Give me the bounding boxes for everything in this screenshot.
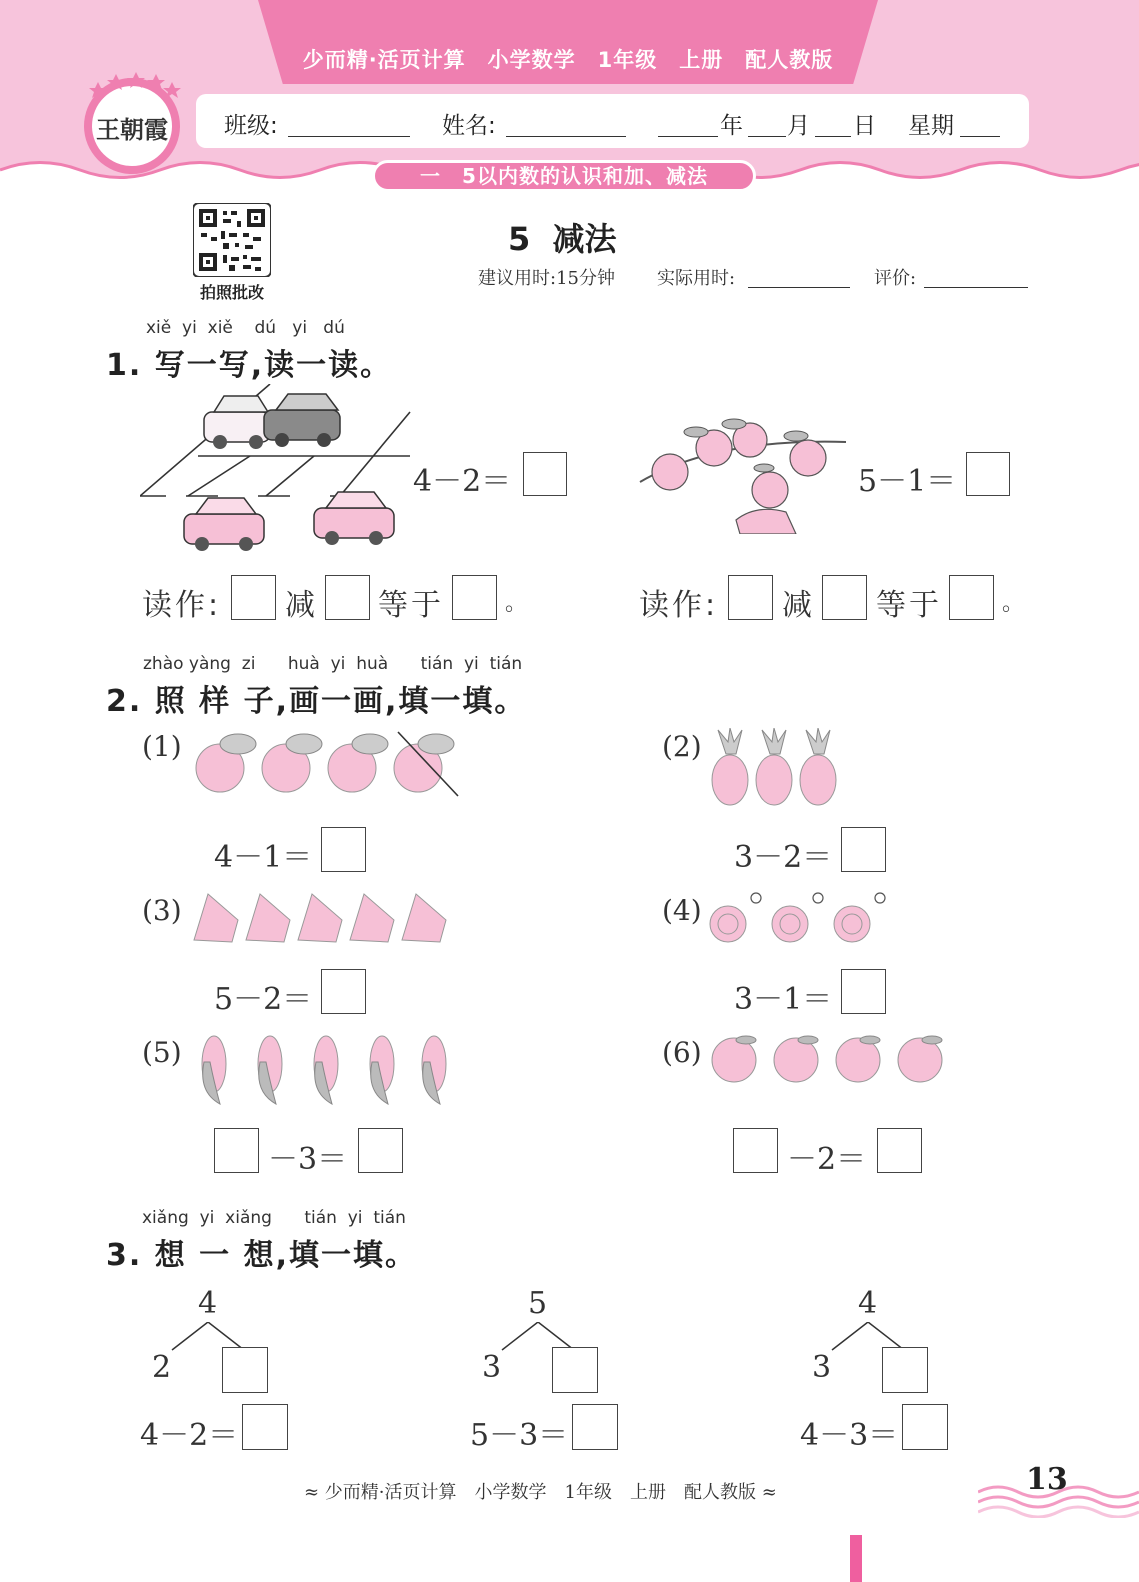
q1-left-equals: 等于 [378,588,444,623]
q3-tree1-left: 2 [152,1350,172,1385]
pineapple-group-illustration [706,728,842,806]
q1-left-answer-box[interactable] [523,452,567,496]
q3-tree2-left: 3 [482,1350,502,1385]
q3-tree2-top: 5 [528,1286,548,1321]
corn-group-illustration [190,1032,454,1108]
q2-item4-label: (4) [662,894,702,927]
week-label: 星期 [908,113,954,139]
q2-pinyin: zhào yàng zi huà yi huà tián yi tián [143,654,523,674]
unit-title: 一 5以内数的认识和加、减法 [372,160,756,192]
q2-item6-answer-box[interactable] [877,1128,922,1173]
q2-item2-answer-box[interactable] [841,827,886,872]
q2-item1-label: (1) [142,730,182,763]
q1-left-period: 。 [505,591,531,616]
q1-right-answer-box[interactable] [966,452,1010,496]
q3-tree3-equation: 4－3＝ [800,1418,899,1453]
q3-tree3-top: 4 [858,1286,878,1321]
q2-item3-label: (3) [142,894,182,927]
apple-branch-illustration [636,408,856,534]
student-info-box [196,94,1029,148]
q1-right-minus: 减 [782,588,815,623]
suggested-time: 建议用时:15分钟 [478,268,615,289]
radish-group-illustration [190,726,470,798]
q2-item6-label: (6) [662,1036,702,1069]
q3-tree2-equation: 5－3＝ [470,1418,569,1453]
q1-right-equals: 等于 [876,588,942,623]
q3-tree1-answer-box[interactable] [222,1347,268,1393]
q2-item2-label: (2) [662,730,702,763]
day-field[interactable] [815,136,851,137]
q3-tree3-left: 3 [812,1350,832,1385]
q3-tree3-equation-box[interactable] [902,1404,948,1450]
q1-right-read-box-3[interactable] [949,575,994,620]
lesson-title: 5 减法 [508,220,617,258]
class-field[interactable] [288,136,410,137]
year-label: 年 [720,113,743,139]
q2-item6-blank-box[interactable] [733,1128,778,1173]
q2-item4-answer-box[interactable] [841,969,886,1014]
q2-item5-blank-box[interactable] [214,1128,259,1173]
q2-item5-label: (5) [142,1036,182,1069]
q1-title: 1. 写一写,读一读。 [106,348,393,383]
bottom-edge-marker [850,1535,862,1582]
year-field[interactable] [658,136,718,137]
q3-tree1-top: 4 [198,1286,218,1321]
q3-tree2-answer-box[interactable] [552,1347,598,1393]
month-field[interactable] [748,136,786,137]
q2-item4-equation: 3－1＝ [734,982,833,1017]
q1-left-read-box-3[interactable] [452,575,497,620]
actual-time-label: 实际用时: [657,268,736,289]
week-field[interactable] [960,136,1000,137]
actual-time-field[interactable] [748,287,850,288]
q1-right-equation: 5－1＝ [858,464,957,499]
q3-tree2-equation-box[interactable] [572,1404,618,1450]
q3-tree1-equation: 4－2＝ [140,1418,239,1453]
q2-item3-equation: 5－2＝ [214,982,313,1017]
q1-right-read-box-2[interactable] [822,575,867,620]
q1-left-read-box-1[interactable] [231,575,276,620]
q3-pinyin: xiǎng yi xiǎng tián yi tián [142,1208,406,1228]
q3-title: 3. 想 一 想,填一填。 [106,1238,417,1273]
qr-code-icon[interactable] [193,203,271,277]
footer-text: ≈ 少而精·活页计算 小学数学 1年级 上册 配人教版 ≈ [304,1482,777,1503]
name-field[interactable] [506,136,626,137]
butterfly-group-illustration [188,890,458,946]
month-label: 月 [787,113,810,139]
q1-left-equation: 4－2＝ [413,464,512,499]
q3-tree1-equation-box[interactable] [242,1404,288,1450]
q1-right-period: 。 [1002,591,1028,616]
q2-item3-answer-box[interactable] [321,969,366,1014]
q2-item2-equation: 3－2＝ [734,840,833,875]
apple-group-illustration [708,1032,952,1084]
q3-tree3-answer-box[interactable] [882,1347,928,1393]
q1-right-read-box-1[interactable] [728,575,773,620]
q2-item1-equation: 4－1＝ [214,840,313,875]
q1-left-read-box-2[interactable] [325,575,370,620]
q1-right-read-label: 读作: [639,588,719,623]
q1-left-read-label: 读作: [142,588,222,623]
evaluation-field[interactable] [924,287,1028,288]
q2-item5-equation: －3＝ [268,1142,348,1177]
q2-title: 2. 照 样 子,画一画,填一填。 [106,684,527,719]
q2-item1-answer-box[interactable] [321,827,366,872]
qr-caption: 拍照批改 [199,283,264,302]
logo-text: 王朝霞 [96,115,168,144]
page-number: 13 [1026,1462,1068,1497]
car-icon [204,396,270,449]
hand-icon [736,509,796,534]
name-label: 姓名: [442,113,496,139]
snail-group-illustration [706,890,892,946]
day-label: 日 [853,113,876,139]
q2-item5-answer-box[interactable] [358,1128,403,1173]
brand-logo [78,68,186,176]
parking-cars-illustration [140,384,420,554]
q2-item6-equation: －2＝ [787,1142,867,1177]
q1-pinyin: xiě yi xiě dú yi dú [146,318,345,338]
class-label: 班级: [224,113,278,139]
series-title: 少而精·活页计算 小学数学 1年级 上册 配人教版 [302,48,834,72]
q1-left-minus: 减 [285,588,318,623]
evaluation-label: 评价: [874,268,917,289]
